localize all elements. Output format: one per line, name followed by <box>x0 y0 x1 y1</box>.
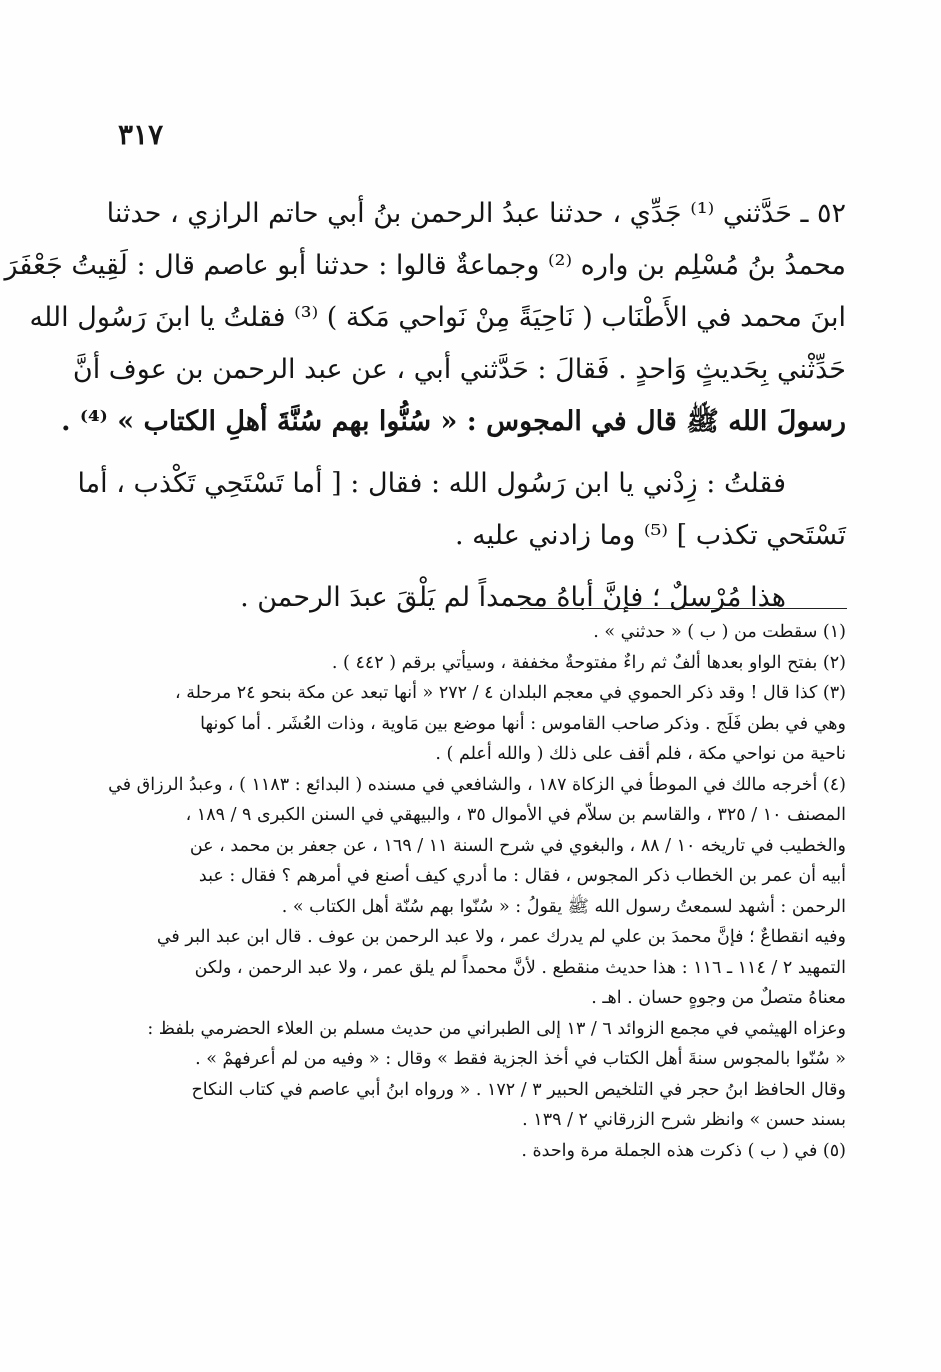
footnote-line: المصنف ١٠ / ٣٢٥ ، والقاسم بن سلاّم في الأموال ٣٥ ، والبيهقي في السنن الكبرى ٩ / ١٨٩ ، <box>185 805 846 825</box>
footnote-line: معناهُ متصلٌ من وجوهٍ حسان . اهـ . <box>591 988 846 1008</box>
text-line: حَدِّثْني بِحَديثٍ وَاحدٍ . فَقالَ : حَدَّثني أبي ، عن عبد الرحمن بن عوف أنَّ <box>72 354 846 385</box>
footnote-line: وفيه انقطاعٌ ؛ فإنَّ محمدَ بن علي لم يدرك عمر ، ولا عبد الرحمن بن عوف . قال ابن عبد البر في <box>156 927 846 947</box>
footnote-line: والخطيب في تاريخه ١٠ / ٨٨ ، والبغوي في شرح السنة ١١ / ١٦٩ ، عن جعفر بن محمد ، عن <box>189 835 846 856</box>
footnote-line: وعزاه الهيثمي في مجمع الزوائد ٦ / ١٣ إلى الطبراني من حديث مسلم بن العلاء الحضرمي بلفظ : <box>147 1018 846 1039</box>
footnote-line: (٢) بفتح الواو بعدها ألفٌ ثم راءٌ مفتوحةٌ مخففة ، وسيأتي برقم ( ٤٤٢ ) . <box>331 652 846 673</box>
page-number: ٣١٧ <box>118 118 164 151</box>
text-line: رسولَ الله ﷺ قال في المجوس : « سُنُّوا بهم سُنَّةَ أهلِ الكتاب » ⁽⁴⁾ . <box>61 406 846 437</box>
text-line: تَسْتَحي تكذب ] ⁽⁵⁾ وما زادني عليه . <box>455 520 846 551</box>
footnote-line: (٥) في ( ب ) ذكرت هذه الجملة مرة واحدة . <box>521 1140 846 1161</box>
footnote-line: التمهيد ٢ / ١١٤ ـ ١١٦ : هذا حديث منقطع . لأنَّ محمداً لم يلق عمر ، ولا عبد الرحمن ، ولكن <box>194 957 846 978</box>
footnote-line: (١) سقطت من ( ب ) « حدثني » . <box>593 622 846 642</box>
footnote-divider <box>520 608 847 609</box>
footnote-line: وقال الحافظ ابنُ حجر في التلخيص الحبير ٣ / ١٧٢ . « ورواه ابنُ أبي عاصم في كتاب النكاح <box>191 1079 846 1100</box>
footnote-line: « سُنّوا بالمجوس سنةَ أهل الكتاب في أخذ الجزية فقط » وقال : « وفيه من لم أعرفهمْ » . <box>195 1049 846 1069</box>
text-line: هذا مُرْسلٌ ؛ فإنَّ أباهُ محمداً لم يَلْقَ عبدَ الرحمن . <box>240 582 786 613</box>
text-line: ٥٢ ـ حَدَّثني ⁽¹⁾ جَدِّي ، حدثنا عبدُ الرحمن بنُ أبي حاتم الرازي ، حدثنا <box>106 198 846 229</box>
text-line: فقلتُ : زِدْني يا ابن رَسُول الله : فقال : [ أما تَسْتَحِي تَكْذب ، أما <box>77 468 786 499</box>
text-line: ابنَ محمد في الأَطْنَاب ( نَاحِيَةً مِنْ نَواحي مَكة ) ⁽³⁾ فقلتُ يا ابنَ رَسُول الله <box>29 302 846 333</box>
footnotes <box>108 617 846 1166</box>
footnote-line: (٣) كذا قال ! وقد ذكر الحموي في معجم البلدان ٤ / ٢٧٢ « أنها تبعد عن مكة بنحو ٢٤ مرحلة ، <box>174 683 846 703</box>
footnote-line: بسند حسن » وانظر شرح الزرقاني ٢ / ١٣٩ . <box>522 1110 846 1130</box>
footnote-line: ناحية من نواحي مكة ، فلم أقف على ذلك ( والله أعلم ) . <box>435 744 846 764</box>
footnote-line: (٤) أخرجه مالك في الموطأ في الزكاة ١٨٧ ، والشافعي في مسنده ( البدائع : ١١٨٣ ) ، وعبدُ الرزاق في <box>108 774 846 795</box>
main-text <box>4 188 846 624</box>
footnote-line: وهي في بطن فَلَج . وذكر صاحب القاموس : أنها موضع بين مَاوية ، وذات العُشَر . أما كونها <box>200 713 846 734</box>
footnote-line: الرحمن : أشهد لسمعتُ رسول الله ﷺ يقولُ : « سُنّوا بهم سُنّة أهل الكتاب » . <box>281 896 846 917</box>
text-line: محمدُ بنُ مُسْلِم بن واره ⁽²⁾ وجماعةٌ قالوا : حدثنا أبو عاصم قال : لَقِيتُ جَعْفَرَ <box>4 250 846 281</box>
footnote-line: أبيه أن عمر بن الخطاب ذكر المجوس ، فقال : ما أدري كيف أصنع في أمرهم ؟ فقال : عبد <box>198 866 846 886</box>
